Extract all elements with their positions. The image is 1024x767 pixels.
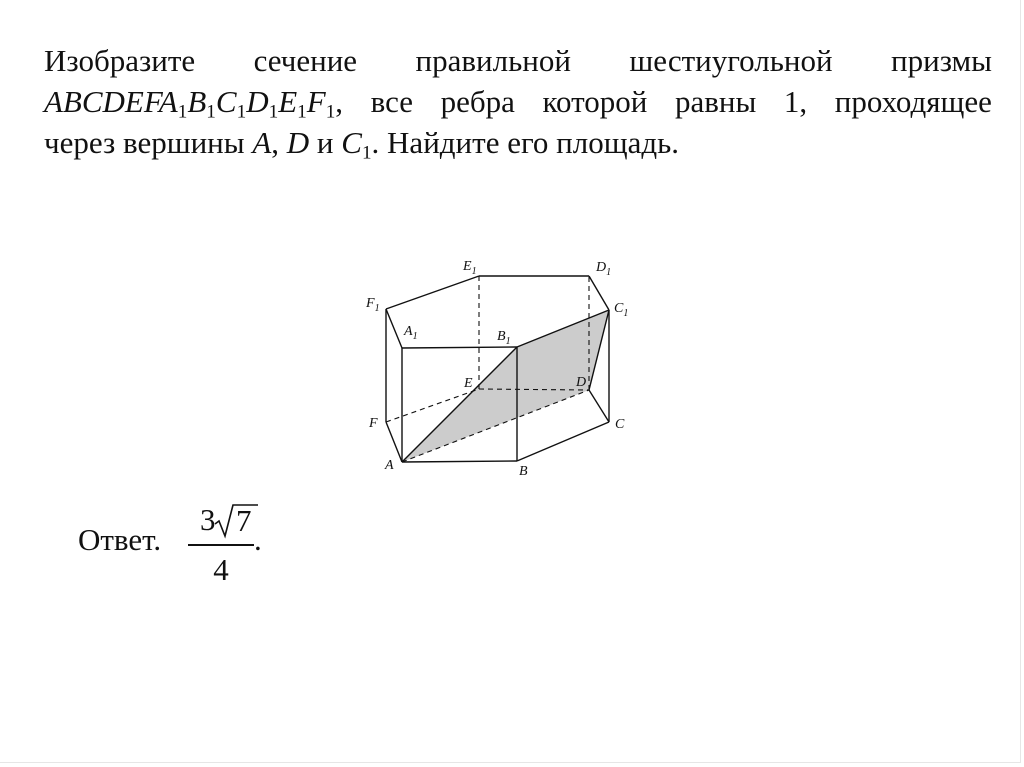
answer bbox=[78, 496, 378, 596]
label-F1: $F_1$ bbox=[366, 296, 380, 314]
label-D: D bbox=[576, 375, 587, 390]
edge-F1A1 bbox=[386, 309, 402, 348]
edge-CD bbox=[589, 390, 609, 422]
label-F: F bbox=[369, 416, 378, 431]
label-B: B bbox=[519, 464, 528, 479]
numerator-radicand: 7 bbox=[236, 503, 252, 538]
label-A: A bbox=[385, 458, 394, 473]
problem-line-1 bbox=[44, 40, 992, 81]
problem-text: через вершины A, D и $C_1$. Найдите его площадь. bbox=[44, 125, 680, 164]
edge-AB bbox=[402, 461, 517, 462]
label-C: C bbox=[615, 417, 625, 432]
numerator-coefficient: 3 bbox=[200, 502, 216, 537]
problem-line-2 bbox=[44, 81, 992, 122]
edge-FA bbox=[386, 422, 402, 462]
label-B1: $B_1$ bbox=[497, 329, 511, 347]
problem-line-3 bbox=[44, 122, 992, 163]
prism-figure bbox=[360, 255, 640, 485]
problem-word: проходящее bbox=[834, 84, 992, 119]
fraction-denominator: 4 bbox=[213, 552, 229, 587]
problem-word: все bbox=[370, 84, 414, 119]
edge-A1B1 bbox=[402, 347, 517, 348]
problem-word: сечение bbox=[253, 43, 358, 78]
problem-word: призмы bbox=[891, 43, 992, 78]
edge-C1D1 bbox=[589, 276, 609, 310]
prism-name: $ABCDEFA_1B_1C_1D_1E_1F_1$, bbox=[44, 84, 344, 123]
label-E1: $E_1$ bbox=[463, 259, 477, 277]
problem-word: ребра bbox=[440, 84, 515, 119]
problem-word: Изобразите bbox=[44, 43, 196, 78]
answer-period: . bbox=[254, 522, 262, 557]
problem-word: которой bbox=[542, 84, 648, 119]
problem-word: шестиугольной bbox=[629, 43, 833, 78]
label-E: E bbox=[464, 376, 473, 391]
label-A1: $A_1$ bbox=[404, 324, 418, 342]
problem-word: 1, bbox=[783, 84, 808, 119]
edge-BC bbox=[517, 422, 609, 461]
edge-E1F1 bbox=[386, 276, 479, 309]
fraction-bar bbox=[188, 544, 254, 546]
label-D1: $D_1$ bbox=[596, 260, 612, 278]
label-C1: $C_1$ bbox=[614, 301, 629, 319]
problem-word: равны bbox=[674, 84, 757, 119]
problem-statement bbox=[44, 40, 992, 163]
fraction-numerator bbox=[188, 500, 256, 538]
problem-word: правильной bbox=[415, 43, 571, 78]
answer-label: Ответ. bbox=[78, 522, 162, 557]
prism-diagram bbox=[360, 255, 640, 485]
